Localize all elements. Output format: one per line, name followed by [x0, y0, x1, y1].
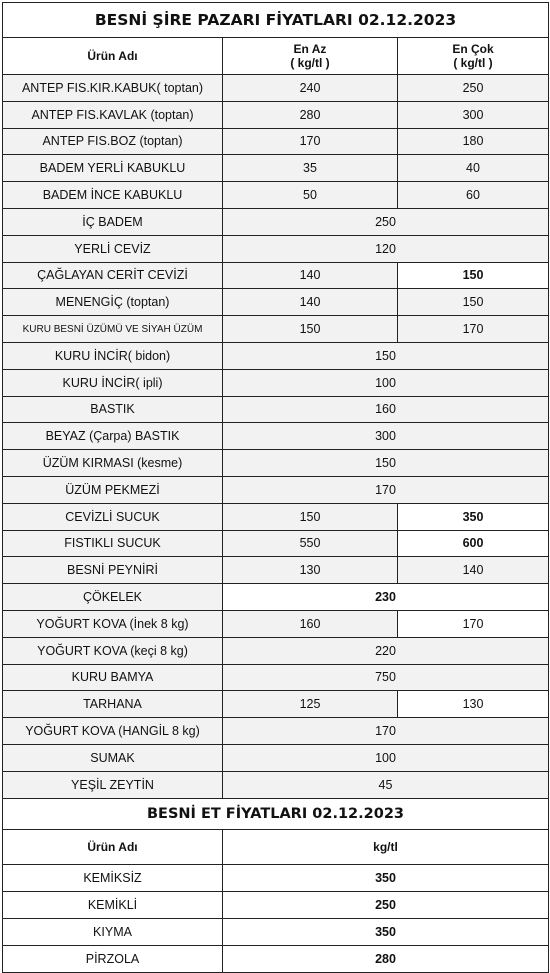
meat-rows [3, 864, 549, 972]
product-name: KURU BESNİ ÜZÜMÜ VE SİYAH ÜZÜM [3, 316, 223, 343]
product-name: MENENGİÇ (toptan) [3, 289, 223, 316]
min-price: 550 [223, 530, 398, 557]
meat-header-product-name: Ürün Adı [3, 829, 223, 864]
min-price: 140 [223, 289, 398, 316]
meat-price: 250 [223, 891, 549, 918]
product-name: ÇÖKELEK [3, 584, 223, 611]
single-price: 150 [223, 450, 549, 477]
product-name: BASTIK [3, 396, 223, 423]
product-name: BADEM YERLİ KABUKLU [3, 155, 223, 182]
meat-table-row [3, 891, 549, 918]
min-price: 140 [223, 262, 398, 289]
meat-table-row [3, 918, 549, 945]
single-price: 250 [223, 208, 549, 235]
single-price: 230 [223, 584, 549, 611]
meat-table-row [3, 945, 549, 972]
table-row [3, 235, 549, 262]
header-product-name: Ürün Adı [3, 38, 223, 75]
max-price: 150 [398, 262, 549, 289]
product-name: ÜZÜM KIRMASI (kesme) [3, 450, 223, 477]
single-price: 220 [223, 637, 549, 664]
min-price: 125 [223, 691, 398, 718]
product-name: KURU BAMYA [3, 664, 223, 691]
page-title: BESNİ ŞİRE PAZARI FİYATLARI 02.12.2023 [3, 3, 549, 38]
product-name: ÜZÜM PEKMEZİ [3, 476, 223, 503]
market-price-table [2, 2, 549, 799]
product-name: CEVİZLİ SUCUK [3, 503, 223, 530]
table-row [3, 530, 549, 557]
table-row [3, 476, 549, 503]
product-name: YERLİ CEVİZ [3, 235, 223, 262]
min-price: 280 [223, 101, 398, 128]
table-row [3, 691, 549, 718]
meat-table-header [3, 829, 549, 864]
max-price: 300 [398, 101, 549, 128]
meat-product-name: KIYMA [3, 918, 223, 945]
header-min-price: En Az ( kg/tl ) [223, 38, 398, 75]
max-price: 140 [398, 557, 549, 584]
product-name: KURU İNCİR( bidon) [3, 342, 223, 369]
max-price: 250 [398, 75, 549, 102]
max-price: 150 [398, 289, 549, 316]
single-price: 100 [223, 744, 549, 771]
meat-price: 280 [223, 945, 549, 972]
min-price: 170 [223, 128, 398, 155]
table-row [3, 610, 549, 637]
min-price: 150 [223, 316, 398, 343]
header-max-price: En Çok ( kg/tl ) [398, 38, 549, 75]
product-name: YOĞURT KOVA (İnek 8 kg) [3, 610, 223, 637]
meat-product-name: KEMİKLİ [3, 891, 223, 918]
product-name: ÇAĞLAYAN CERİT CEVİZİ [3, 262, 223, 289]
max-price: 40 [398, 155, 549, 182]
table-row [3, 289, 549, 316]
max-price: 600 [398, 530, 549, 557]
product-name: YOĞURT KOVA (HANGİL 8 kg) [3, 718, 223, 745]
min-price: 35 [223, 155, 398, 182]
single-price: 150 [223, 342, 549, 369]
table-row [3, 396, 549, 423]
table-row [3, 342, 549, 369]
product-name: FISTIKLI SUCUK [3, 530, 223, 557]
min-price: 240 [223, 75, 398, 102]
product-name: YOĞURT KOVA (keçi 8 kg) [3, 637, 223, 664]
meat-product-name: PİRZOLA [3, 945, 223, 972]
table-row [3, 101, 549, 128]
table-row [3, 584, 549, 611]
table-row [3, 316, 549, 343]
single-price: 300 [223, 423, 549, 450]
table-row [3, 450, 549, 477]
price-rows [3, 75, 549, 799]
table-header [3, 38, 549, 75]
min-price: 150 [223, 503, 398, 530]
table-row [3, 369, 549, 396]
single-price: 160 [223, 396, 549, 423]
meat-price-table [2, 798, 549, 973]
meat-product-name: KEMİKSİZ [3, 864, 223, 891]
meat-section-title: BESNİ ET FİYATLARI 02.12.2023 [3, 798, 549, 829]
table-row [3, 423, 549, 450]
max-price: 130 [398, 691, 549, 718]
table-row [3, 75, 549, 102]
single-price: 170 [223, 718, 549, 745]
meat-price: 350 [223, 864, 549, 891]
table-row [3, 155, 549, 182]
product-name: BADEM İNCE KABUKLU [3, 182, 223, 209]
meat-table-row [3, 864, 549, 891]
product-name: İÇ BADEM [3, 208, 223, 235]
table-row [3, 262, 549, 289]
max-price: 350 [398, 503, 549, 530]
meat-header-price: kg/tl [223, 829, 549, 864]
min-price: 160 [223, 610, 398, 637]
product-name: ANTEP FIS.BOZ (toptan) [3, 128, 223, 155]
table-row [3, 557, 549, 584]
single-price: 100 [223, 369, 549, 396]
meat-price: 350 [223, 918, 549, 945]
table-row [3, 664, 549, 691]
table-row [3, 182, 549, 209]
max-price: 170 [398, 316, 549, 343]
product-name: KURU İNCİR( ipli) [3, 369, 223, 396]
table-row [3, 208, 549, 235]
max-price: 180 [398, 128, 549, 155]
table-row [3, 128, 549, 155]
max-price: 60 [398, 182, 549, 209]
product-name: ANTEP FIS.KIR.KABUK( toptan) [3, 75, 223, 102]
single-price: 120 [223, 235, 549, 262]
table-row [3, 744, 549, 771]
table-row [3, 771, 549, 798]
single-price: 45 [223, 771, 549, 798]
single-price: 170 [223, 476, 549, 503]
price-sheet [2, 2, 548, 973]
table-row [3, 503, 549, 530]
min-price: 130 [223, 557, 398, 584]
table-row [3, 637, 549, 664]
table-row [3, 718, 549, 745]
product-name: BEYAZ (Çarpa) BASTIK [3, 423, 223, 450]
product-name: TARHANA [3, 691, 223, 718]
min-price: 50 [223, 182, 398, 209]
product-name: BESNİ PEYNİRİ [3, 557, 223, 584]
single-price: 750 [223, 664, 549, 691]
product-name: YEŞİL ZEYTİN [3, 771, 223, 798]
product-name: ANTEP FIS.KAVLAK (toptan) [3, 101, 223, 128]
max-price: 170 [398, 610, 549, 637]
product-name: SUMAK [3, 744, 223, 771]
